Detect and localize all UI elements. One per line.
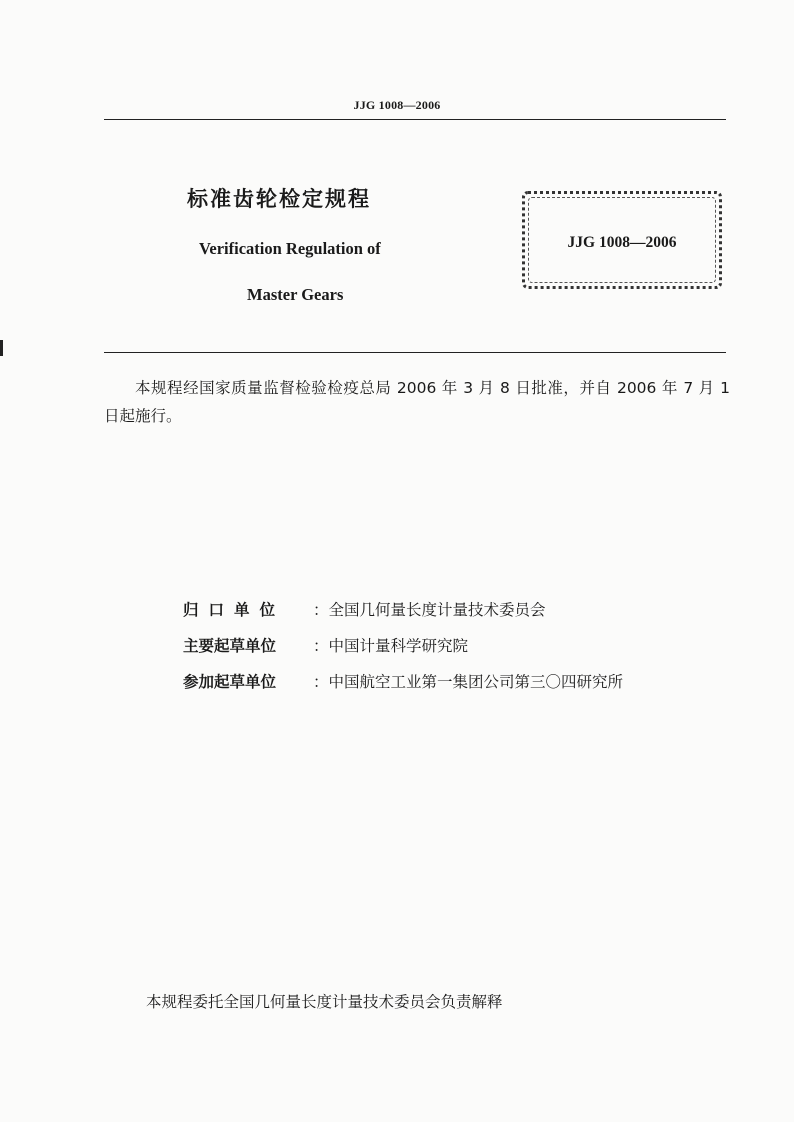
unit-separator: ：	[313, 637, 329, 655]
interpretation-note: 本规程委托全国几何量长度计量技术委员会负责解释	[146, 993, 503, 1011]
unit-value: 中国航空工业第一集团公司第三〇四研究所	[328, 673, 624, 691]
unit-row-participating-drafter	[183, 670, 623, 706]
title-english-line1: Verification Regulation of	[199, 239, 381, 258]
header-standard-code: JJG 1008—2006	[353, 98, 441, 112]
unit-label: 主要起草单位	[183, 637, 277, 655]
unit-separator: ：	[313, 601, 329, 619]
unit-separator: ：	[313, 673, 329, 691]
unit-row-responsible	[183, 598, 623, 634]
unit-row-main-drafter	[183, 634, 623, 670]
unit-value: 全国几何量长度计量技术委员会	[328, 601, 546, 619]
unit-value: 中国计量科学研究院	[328, 637, 469, 655]
units-list	[183, 598, 623, 706]
title-english-line2: Master Gears	[247, 285, 344, 304]
approval-statement: 本规程经国家质量监督检验检疫总局 2006 年 3 月 8 日批准，并自 2006 年 7 月 1 日起施行。	[104, 379, 730, 425]
title-chinese: 标准齿轮检定规程	[187, 187, 371, 211]
code-box-label: JJG 1008—2006	[567, 234, 677, 251]
unit-label: 归口单位	[183, 601, 286, 619]
unit-label: 参加起草单位	[183, 673, 277, 691]
standard-code-box	[522, 191, 722, 289]
title-rule	[104, 352, 726, 353]
scan-mark	[0, 340, 3, 356]
header-rule	[104, 119, 726, 120]
